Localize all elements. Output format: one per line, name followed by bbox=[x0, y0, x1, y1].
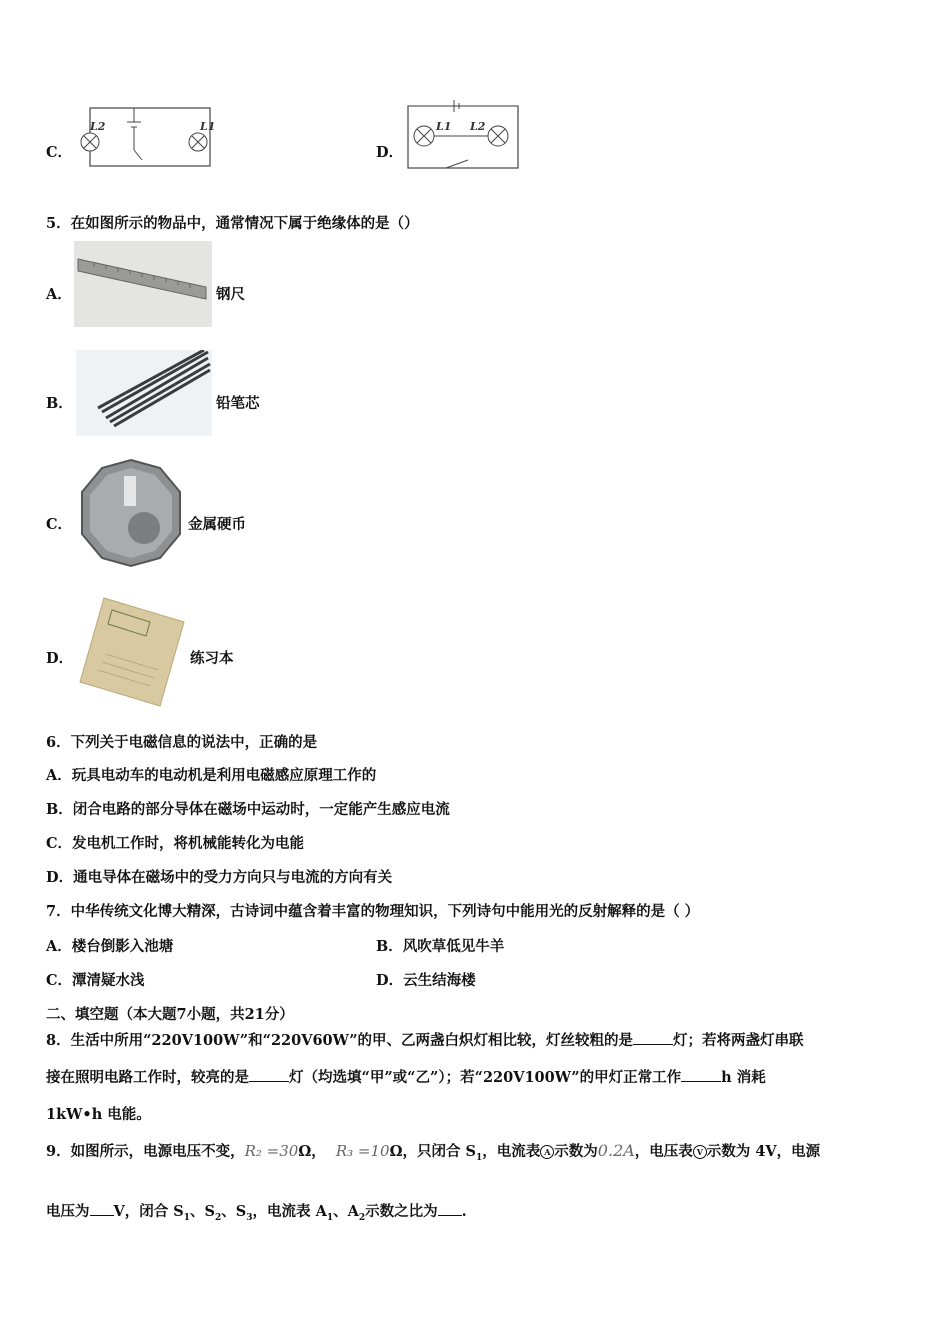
metal-coin-photo bbox=[78, 458, 184, 568]
lamp-label-l1: L1 bbox=[436, 120, 452, 133]
question-9-line-2 bbox=[46, 1200, 467, 1223]
q5-option-d-text: 练习本 bbox=[190, 650, 234, 667]
question-8-line-3: 1kW•h 电能。 bbox=[46, 1106, 151, 1123]
q9-text-2d: 、S bbox=[221, 1203, 247, 1220]
pencil-lead-photo bbox=[76, 350, 212, 436]
q8-blank-2[interactable] bbox=[249, 1067, 289, 1082]
q6-option-a: A．玩具电动车的电动机是利用电磁感应原理工作的 bbox=[46, 767, 377, 784]
q5-option-b-text: 铅笔芯 bbox=[216, 395, 260, 412]
lamp-label-l1: L1 bbox=[200, 120, 216, 133]
section-2-heading: 二、填空题（本大题7小题，共21分） bbox=[46, 1006, 294, 1023]
q8-text-1b: 灯；若将两盏灯串联 bbox=[673, 1032, 804, 1049]
voltmeter-icon: V bbox=[693, 1145, 707, 1159]
q5-option-c-label: C． bbox=[46, 516, 73, 533]
q9-text-2b: V，闭合 S bbox=[113, 1203, 184, 1220]
question-5-stem: 5．在如图所示的物品中，通常情况下属于绝缘体的是（） bbox=[46, 215, 419, 232]
q8-blank-3[interactable] bbox=[681, 1067, 721, 1082]
option-c-label: C． bbox=[46, 144, 73, 161]
q8-text-2a: 接在照明电路工作时，较亮的是 bbox=[46, 1069, 249, 1086]
q5-option-c-text: 金属硬币 bbox=[188, 516, 246, 533]
r3-formula: R₃ =10 bbox=[335, 1142, 390, 1160]
q9-text-2c: 、S bbox=[190, 1203, 216, 1220]
circuit-diagram-c bbox=[72, 100, 222, 172]
q5-option-a-text: 钢尺 bbox=[216, 286, 245, 303]
current-value: 0.2A bbox=[597, 1141, 635, 1160]
q9-text-5: ，电压表 bbox=[634, 1143, 693, 1160]
q5-option-d-label: D． bbox=[46, 650, 74, 667]
s2-subscript: 2 bbox=[215, 1212, 222, 1223]
q9-text-2e: ，电流表 A bbox=[252, 1203, 327, 1220]
q6-option-b: B．闭合电路的部分导体在磁场中运动时，一定能产生感应电流 bbox=[46, 801, 450, 818]
q9-blank-2[interactable] bbox=[438, 1201, 462, 1216]
steel-ruler-photo bbox=[74, 241, 212, 327]
lamp-label-l2: L2 bbox=[90, 120, 106, 133]
q9-text-6: 示数为 4V，电源 bbox=[706, 1143, 821, 1160]
r2-formula: R₂ =30 bbox=[244, 1142, 299, 1160]
ammeter-icon: A bbox=[540, 1145, 554, 1159]
option-d-label: D． bbox=[376, 144, 404, 161]
question-7-stem: 7．中华传统文化博大精深，古诗词中蕴含着丰富的物理知识，下列诗句中能用光的反射解释的是（ ） bbox=[46, 903, 700, 920]
a2-subscript: 2 bbox=[358, 1212, 366, 1223]
q9-text-2f: 、A bbox=[333, 1203, 359, 1220]
question-8-line-2 bbox=[46, 1066, 766, 1087]
q5-option-a-label: A． bbox=[46, 286, 72, 303]
q9-text-3: ，电流表 bbox=[482, 1143, 541, 1160]
q9-text-2: Ω，只闭合 S bbox=[389, 1143, 477, 1160]
question-8-line-1 bbox=[46, 1029, 804, 1050]
s3-subscript: 3 bbox=[246, 1212, 253, 1223]
q8-text-1a: 8．生活中所用“220V100W”和“220V60W”的甲、乙两盏白炽灯相比较，灯丝较粗的是 bbox=[46, 1032, 634, 1049]
q8-text-2b: 灯（均选填“甲”或“乙”）；若“220V100W”的甲灯正常工作 bbox=[289, 1069, 682, 1086]
a1-subscript: 1 bbox=[326, 1212, 334, 1223]
q6-option-c: C．发电机工作时，将机械能转化为电能 bbox=[46, 835, 305, 852]
q8-text-2c: h 消耗 bbox=[721, 1069, 766, 1086]
q9-text-4: 示数为 bbox=[554, 1143, 598, 1160]
q5-option-b-label: B． bbox=[46, 395, 73, 412]
q9-text-2g: 示数之比为 bbox=[365, 1203, 438, 1220]
q7-option-a: A．楼台倒影入池塘 bbox=[46, 938, 174, 955]
q9-text-2h: . bbox=[461, 1203, 467, 1220]
q8-blank-1[interactable] bbox=[633, 1030, 673, 1045]
q9-text-1: 9．如图所示，电源电压不变， bbox=[46, 1143, 245, 1160]
q9-ohm-1: Ω， bbox=[298, 1143, 326, 1160]
q9-blank-1[interactable] bbox=[90, 1201, 114, 1216]
question-6-stem: 6．下列关于电磁信息的说法中，正确的是 bbox=[46, 734, 318, 751]
q6-option-d: D．通电导体在磁场中的受力方向只与电流的方向有关 bbox=[46, 869, 393, 886]
s1-subscript: 1 bbox=[476, 1152, 483, 1163]
q7-option-c: C．潭清疑水浅 bbox=[46, 972, 145, 989]
question-9-line-1 bbox=[46, 1140, 820, 1163]
s1-subscript: 1 bbox=[183, 1212, 191, 1223]
q7-option-d: D．云生结海楼 bbox=[376, 972, 476, 989]
lamp-label-l2: L2 bbox=[470, 120, 486, 133]
exercise-book-photo bbox=[78, 596, 186, 708]
q9-text-2a: 电压为 bbox=[46, 1203, 90, 1220]
q7-option-b: B．风吹草低见牛羊 bbox=[376, 938, 505, 955]
circuit-diagram-d bbox=[402, 98, 522, 172]
